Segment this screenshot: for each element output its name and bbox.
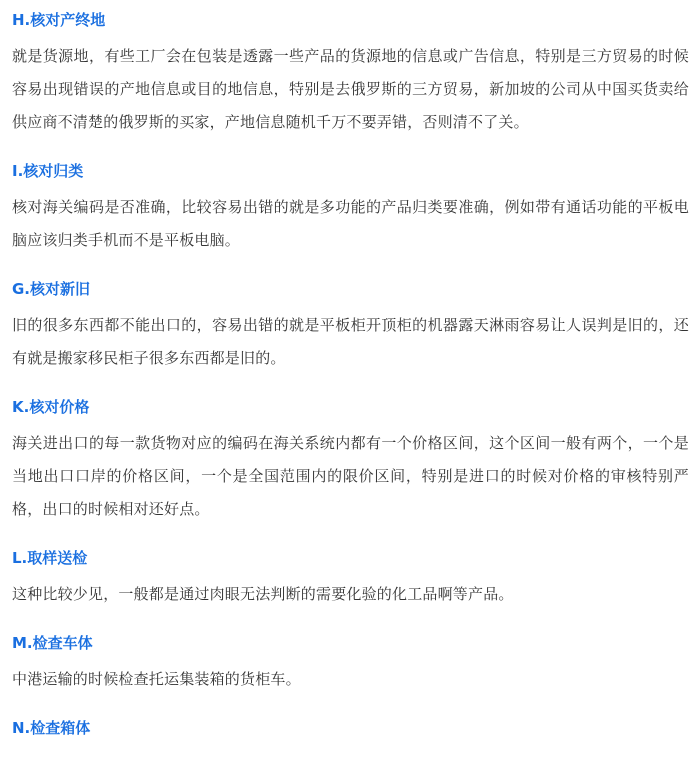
section-paragraph: 旧的很多东西都不能出口的，容易出错的就是平板柜开顶柜的机器露天淋雨容易让人误判是旧的，还有就是搬家移民柜子很多东西都是旧的。: [12, 316, 689, 367]
section-i: [12, 157, 689, 257]
section-heading: H.核对产终地: [12, 11, 106, 29]
section-m: [12, 629, 689, 696]
section-heading: G.核对新旧: [12, 280, 91, 298]
section-k: [12, 393, 689, 526]
section-paragraph: 这种比较少见，一般都是通过肉眼无法判断的需要化验的化工品啊等产品。: [12, 585, 514, 603]
section-h: [12, 6, 689, 139]
section-paragraph: 海关进出口的每一款货物对应的编码在海关系统内都有一个价格区间，这个区间一般有两个，一个是当地出口口岸的价格区间，一个是全国范围内的限价区间，特别是进口的时候对价格的审核特别严格，出口的时候相对还好点。: [12, 434, 689, 518]
section-heading: I.核对归类: [12, 162, 84, 180]
section-heading: K.核对价格: [12, 398, 90, 416]
section-heading: N.检查箱体: [12, 719, 91, 737]
section-paragraph: 核对海关编码是否准确，比较容易出错的就是多功能的产品归类要准确，例如带有通话功能的平板电脑应该归类手机而不是平板电脑。: [12, 198, 689, 249]
section-heading: M.检查车体: [12, 634, 93, 652]
section-l: [12, 544, 689, 611]
section-paragraph: 中港运输的时候检查托运集装箱的货柜车。: [12, 670, 301, 688]
section-n: [12, 714, 689, 742]
section-g: [12, 275, 689, 375]
section-heading: L.取样送检: [12, 549, 88, 567]
section-paragraph: 就是货源地，有些工厂会在包装是透露一些产品的货源地的信息或广告信息，特别是三方贸易的时候容易出现错误的产地信息或目的地信息，特别是去俄罗斯的三方贸易，新加坡的公司从中国买货卖给供应商不清楚的俄罗斯的买家，产地信息随机千万不要弄错，否则清不了关。: [12, 47, 689, 131]
